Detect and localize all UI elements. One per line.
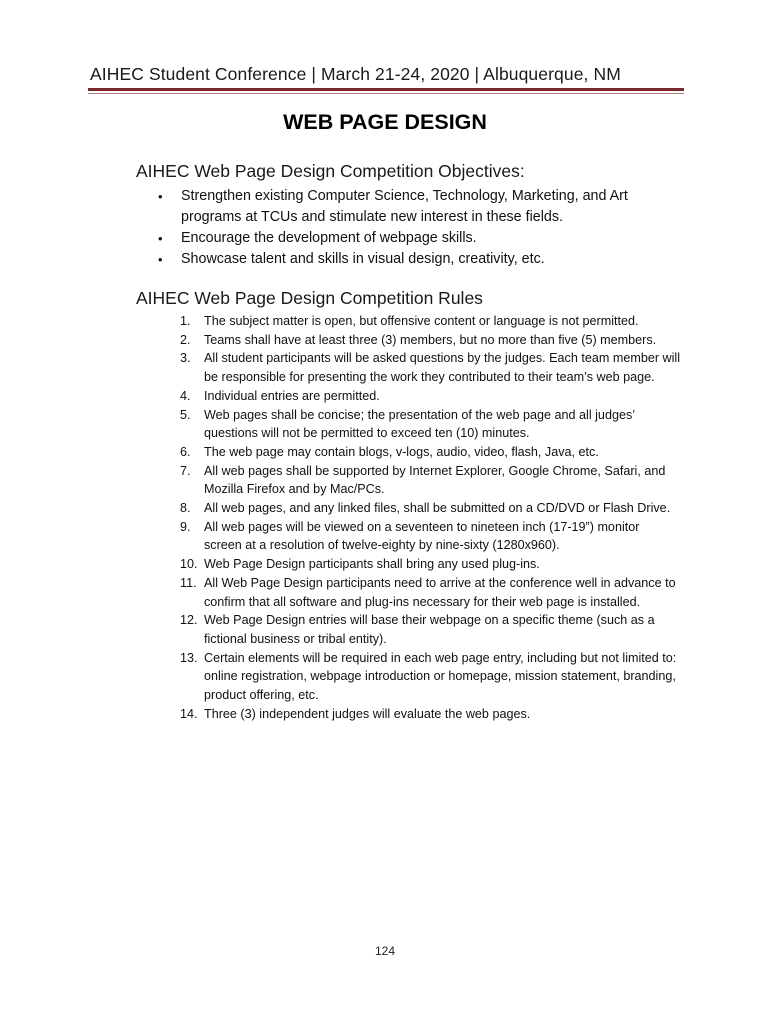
rule-text: All web pages shall be supported by Internet Explorer, Google Chrome, Safari, and Mozilla Firefox and by Mac/PCs. [204, 463, 666, 497]
list-item [180, 331, 680, 350]
rule-text: All student participants will be asked questions by the judges. Each team member will be responsible for presenting the work they contributed to their team’s web page. [204, 351, 681, 385]
list-item [180, 443, 680, 462]
rule-number: 3. [180, 351, 191, 366]
rule-number: 4. [180, 388, 191, 403]
rule-text: Individual entries are permitted. [204, 388, 380, 403]
list-item [180, 574, 680, 611]
rule-text: Web pages shall be concise; the presentation of the web page and all judges’ questions will not be permitted to exceed ten (10) minutes. [204, 407, 635, 441]
page-title: WEB PAGE DESIGN [283, 110, 487, 134]
rule-number: 2. [180, 332, 191, 347]
rule-number: 14. [180, 706, 198, 721]
rules-heading: AIHEC Web Page Design Competition Rules [136, 288, 483, 308]
objectives-list [150, 186, 690, 270]
rule-text: Certain elements will be required in each web page entry, including but not limited to: online registration, webpage introduction or homepage, mission statement, branding, product offering, etc. [204, 650, 677, 703]
objective-text: Encourage the development of webpage skills. [181, 230, 477, 246]
rule-number: 10. [180, 557, 198, 572]
header-rule-thin [88, 93, 684, 94]
list-item [180, 518, 680, 555]
header-title: AIHEC Student Conference | March 21-24, 2020 | Albuquerque, NM [90, 64, 621, 84]
list-item [180, 312, 680, 331]
rule-text: Three (3) independent judges will evaluate the web pages. [204, 706, 531, 721]
list-item [180, 387, 680, 406]
rule-text: Web Page Design participants shall bring any used plug-ins. [204, 557, 540, 572]
objective-text: Strengthen existing Computer Science, Technology, Marketing, and Art programs at TCUs and stimulate new interest in these fields. [181, 188, 628, 225]
rule-number: 7. [180, 463, 191, 478]
rule-text: The subject matter is open, but offensive content or language is not permitted. [204, 314, 639, 328]
rule-number: 5. [180, 407, 191, 422]
list-item [180, 406, 680, 443]
rule-number: 9. [180, 519, 191, 534]
rule-text: All Web Page Design participants need to arrive at the conference well in advance to confirm that all software and plug-ins necessary for their web page is installed. [204, 575, 676, 609]
rule-text: Teams shall have at least three (3) members, but no more than five (5) members. [204, 332, 657, 347]
list-item [180, 611, 680, 648]
rule-number: 8. [180, 501, 191, 516]
rule-number: 6. [180, 444, 191, 459]
rule-text: All web pages will be viewed on a seventeen to nineteen inch (17-19”) monitor screen at a resolution of twelve-eighty by nine-sixty (1280x960). [204, 519, 640, 553]
list-item [150, 186, 690, 228]
rule-number: 1. [180, 314, 191, 328]
page-number: 124 [374, 944, 396, 958]
list-item [180, 705, 680, 724]
rule-number: 11. [180, 575, 197, 590]
list-item [150, 228, 690, 249]
rule-text: The web page may contain blogs, v-logs, audio, video, flash, Java, etc. [204, 444, 599, 459]
rules-list [180, 312, 680, 723]
bullet-icon: • [158, 189, 163, 204]
list-item [150, 249, 690, 270]
header-rule [88, 88, 684, 91]
rule-number: 13. [180, 650, 198, 665]
objective-text: Showcase talent and skills in visual design, creativity, etc. [181, 251, 545, 267]
list-item [180, 649, 680, 705]
rule-text: Web Page Design entries will base their webpage on a specific theme (such as a fictional business or tribal entity). [204, 613, 655, 646]
list-item [180, 499, 680, 518]
bullet-icon: • [158, 231, 163, 246]
bullet-icon: • [158, 252, 163, 267]
objectives-heading: AIHEC Web Page Design Competition Objectives: [136, 161, 525, 181]
rule-text: All web pages, and any linked files, shall be submitted on a CD/DVD or Flash Drive. [204, 501, 671, 516]
rule-number: 12. [180, 613, 198, 628]
list-item [180, 349, 680, 386]
list-item [180, 555, 680, 574]
list-item [180, 462, 680, 499]
